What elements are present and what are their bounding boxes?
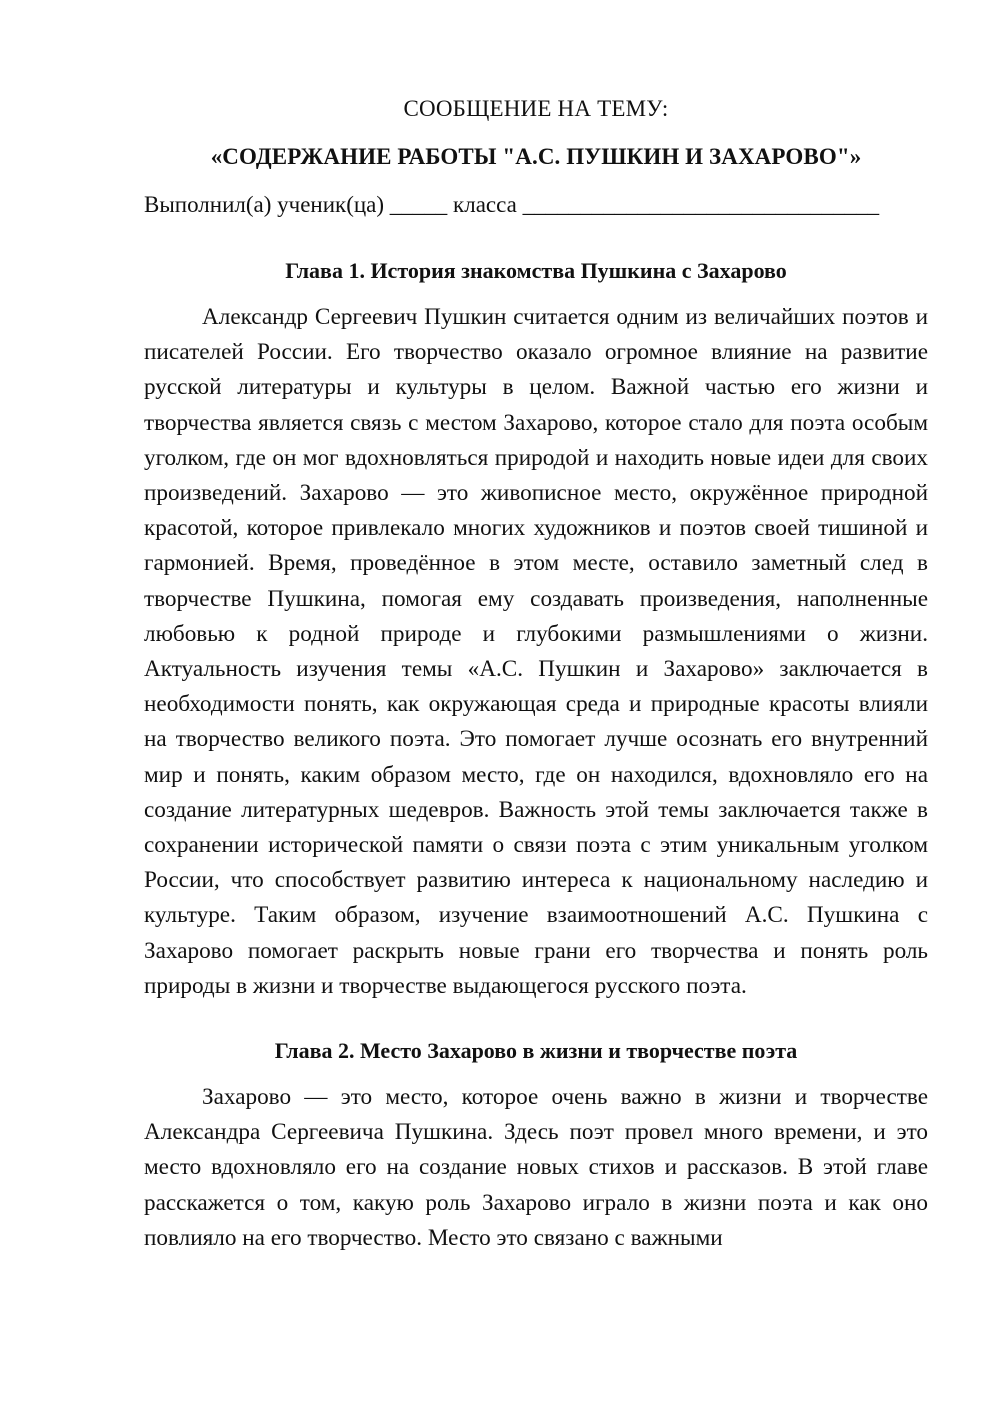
author-line: Выполнил(а) ученик(ца) _____ класса _______________________________ [144,192,880,217]
document-page [144,92,928,1256]
document-title-line-1: СООБЩЕНИЕ НА ТЕМУ: [403,96,669,121]
chapter-2-paragraph: Захарово — это место, которое очень важно в жизни и творчестве Александра Сергеевича Пушкина. Здесь поэт провел много времени, и это место вдохновляло его на создание новых стихов и рассказов. В этой главе расскажется о том, какую роль Захарово играло в жизни поэта и как оно повлияло на его творчество. Место это связано с важными [144,1084,928,1251]
document-title-line-2: «СОДЕРЖАНИЕ РАБОТЫ "А.С. ПУШКИН И ЗАХАРОВО"» [210,144,862,169]
chapter-1-heading: Глава 1. История знакомства Пушкина с Захарово [285,258,787,283]
chapter-2-heading: Глава 2. Место Захарово в жизни и творчестве поэта [274,1038,798,1064]
chapter-1-paragraph: Александр Сергеевич Пушкин считается одним из величайших поэтов и писателей России. Его творчество оказало огромное влияние на развитие русской литературы и культуры в целом. Важной частью его жизни и творчества является связь с местом Захарово, которое стало для поэта особым уголком, где он мог вдохновляться природой и находить новые идеи для своих произведений. Захарово — это живописное место, окружённое природной красотой, которое привлекало многих художников и поэтов своей тишиной и гармонией. Время, проведённое в этом месте, оставило заметный след в творчестве Пушкина, помогая ему создавать произведения, наполненные любовью к родной природе и глубокими размышлениями о жизни. Актуальность изучения темы «А.С. Пушкин и Захарово» заключается в необходимости понять, как окружающая среда и природные красоты влияли на творчество великого поэта. Это помогает лучше осознать его внутренний мир и понять, каким образом место, где он находился, вдохновляло его на создание литературных шедевров. Важность этой темы заключается также в сохранении исторической памяти о связи поэта с этим уникальным уголком России, что способствует развитию интереса к национальному наследию и культуре. Таким образом, изучение взаимоотношений А.С. Пушкина с Захарово помогает раскрыть новые грани его творчества и понять роль природы в жизни и творчестве выдающегося русского поэта. [144,304,928,999]
